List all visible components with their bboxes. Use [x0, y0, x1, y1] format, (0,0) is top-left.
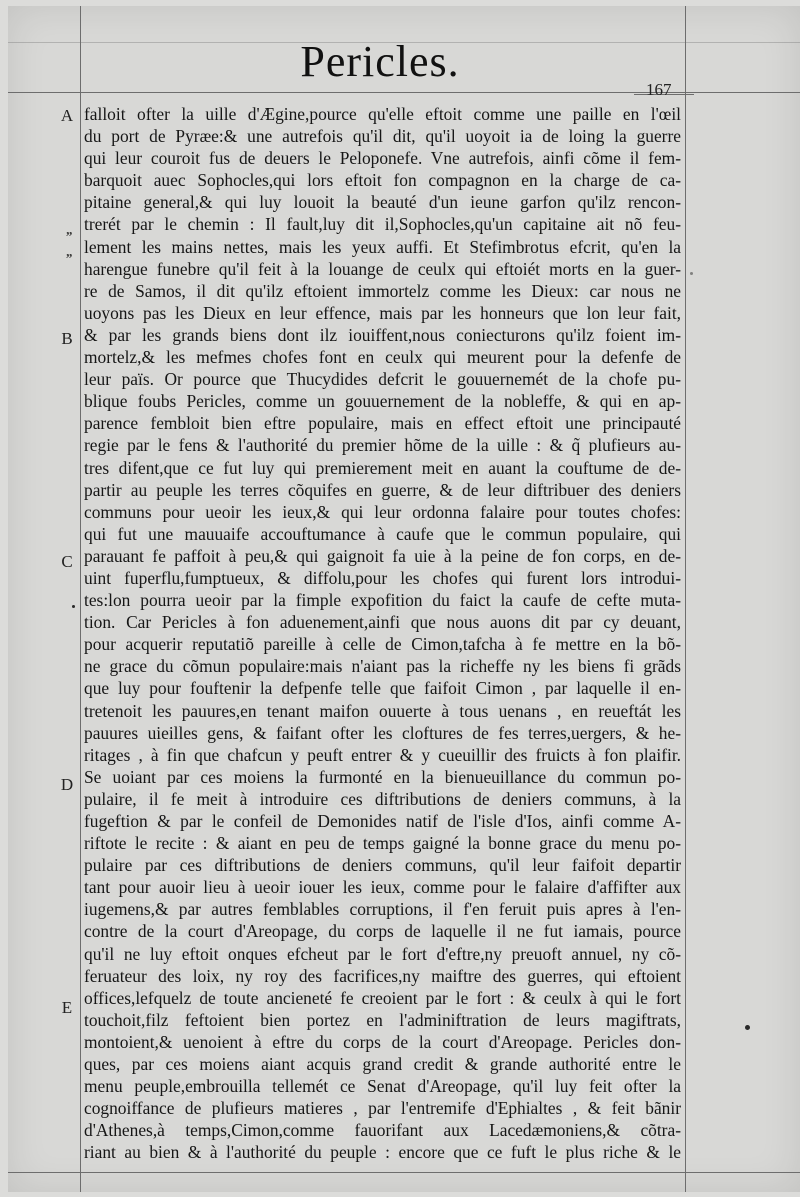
text-line: mortelz,& les mefmes chofes font en ceulx qui meurent pour la defenfe de — [84, 347, 681, 368]
margin-letter-b: B — [61, 329, 73, 348]
text-line: tes:lon pourra ueoir par la fimple expofition du faict la caufe de cefte muta- — [84, 590, 681, 611]
text-line: menu peuple,embrouilla tellemét ce Senat d'Areopage, qu'il luy feit ofter la — [84, 1076, 681, 1097]
text-line: offices,lefquelz de toute ancieneté fe creoient par le fort : & ceulx à qui le fort — [84, 987, 681, 1008]
text-line: regie par le fens & l'authorité du premier hõme de la uille : & q̃ plufieurs au- — [84, 435, 681, 456]
text-line: re de Samos, il dit qu'ilz eftoient immortelz comme les Dieux: car nous ne — [84, 280, 681, 301]
text-line: d'Athenes,à temps,Cimon,comme fauorifant aux Lacedæmoniens,& cõtra- — [84, 1120, 681, 1141]
text-line: qui fut une mauuaife accouftumance à caufe que le commun populaire, qui — [84, 523, 681, 544]
margin-letter-d: D — [60, 775, 74, 794]
text-line: feruateur des loix, ny roy des facrifices,ny maiftre des guerres, qui eftoient — [84, 965, 681, 986]
text-line: parence fembloit bien eftre populaire, mais en effect eftoit une principauté — [84, 413, 681, 434]
text-line: du port de Pyræe:& une autrefois qu'il dit, qu'il uoyoit ia de loing la guerre — [84, 126, 681, 147]
text-line: partir au peuple les terres cõquifes en guerre, & de leur diftribuer des deniers — [84, 479, 681, 500]
running-head: Pericles. — [300, 37, 460, 86]
quote-mark: „ — [66, 222, 73, 237]
text-line: trerét par le chemin : Il fault,luy dit il,Sophocles,qu'un capitaine ait nõ feu- — [84, 214, 681, 235]
ink-speck — [72, 605, 75, 608]
text-line: contre de la court d'Areopage, du corps de laquelle il ne fut iamais, pource — [84, 921, 681, 942]
text-line: qu'il ne luy eftoit onques efcheut par le fort d'eftre,ny preuoft annuel, ny cõ- — [84, 943, 681, 964]
text-line: cognoiffance de plufieurs matieres , par l'entremife d'Ephialtes , & feit bãnir — [84, 1098, 681, 1119]
text-line: pour acquerir reputatiõ pareille à celle de Cimon,tafcha à fe mettre en la bõ- — [84, 634, 681, 655]
page-number: 167 — [646, 80, 672, 99]
text-line: Se uoiant par ces moiens la furmonté en la bienueuillance du commun po- — [84, 766, 681, 787]
text-line: montoient,& uenoient à eftre du corps de la court d'Areopage. Pericles don- — [84, 1031, 681, 1052]
right-column-rule — [685, 6, 686, 1192]
text-line: blique foubs Pericles, comme un gouuernement de la nobleffe, & qui en ap- — [84, 391, 681, 412]
text-line: tres difent,que ce fut luy qui premierement meit en auant la couftume de de- — [84, 457, 681, 478]
text-line: ritages , à fin que chafcun y peuft entrer & y cueuillir des fruicts à fon plaifir. — [84, 744, 681, 765]
text-line: qui leur couroit fus de deuers le Peloponefe. Vne autrefois, ainfi cõme il fem- — [84, 148, 681, 169]
text-line: uint fuperflu,fumptueux, & diffolu,pour les chofes qui furent lors introdui- — [84, 567, 681, 588]
text-line: lement les mains nettes, mais les yeux auffi. Et Stefimbrotus efcrit, qu'en la — [84, 236, 681, 257]
margin-letter-a: A — [60, 106, 74, 125]
text-line: pulaire par ces diftributions de deniers communs, qu'il leur faifoit departir — [84, 855, 681, 876]
text-line: pitaine general,& qui luy louoit la beauté d'un ieune garfon qu'ilz rencon- — [84, 192, 681, 213]
body-text — [84, 103, 681, 1164]
text-line: riant au bien & à l'authorité du peuple : encore que ce fuft le plus riche & le — [84, 1142, 681, 1163]
text-line: pauures uieilles gens, & faifant ofter les cloftures de fes terres,uergers, & he- — [84, 722, 681, 743]
text-line: communs pour ueoir les ieux,& qui leur ordonna falaire pour toutes chofes: — [84, 501, 681, 522]
text-line: pulaire, il fe meit à introduire ces diftributions de deniers communs, à la — [84, 788, 681, 809]
text-line: parauant fe paffoit à peu,& qui gaignoit fa uie à la peine de fon corps, en de- — [84, 545, 681, 566]
text-line: fugeftion & par le confeil de Demonides natif de l'isle d'Ios, ainfi comme A- — [84, 811, 681, 831]
ink-speck — [745, 1025, 750, 1030]
text-line: harengue funebre qu'il feit à la louange de ceulx qui eftoiét morts en la guer- — [84, 258, 681, 279]
quote-mark: „ — [66, 244, 73, 259]
text-line: uoyons pas les Dieux en leur effence, mais par les honneurs que lon leur fait, — [84, 302, 681, 323]
text-line: iugemens,& par autres femblables corruptions, il f'en feruit puis apres à l'en- — [84, 899, 681, 920]
ink-speck — [690, 272, 693, 275]
header-rule — [8, 92, 800, 93]
text-line: leur païs. Or pource que Thucydides defcrit le gouuernemét de la chofe pu- — [84, 369, 681, 390]
margin-letter-c: C — [61, 552, 73, 571]
text-line: tretenoit les pauures,en tenant maifon ouuerte à tous uenans , en reueftát les — [84, 700, 681, 721]
text-line: tant pour auoir lieu à ueoir iouer les ieux, comme pour le falaire d'affifter aux — [84, 877, 681, 898]
left-column-rule — [80, 6, 81, 1192]
footer-rule — [8, 1172, 800, 1173]
text-line: ne grace du cõmun populaire:mais n'aiant pas la richeffe ny les biens fi grãds — [84, 656, 681, 677]
text-line: riftote le recite : & aiant en peu de temps gaigné la bonne grace du menu po- — [84, 833, 681, 854]
text-line: ques, par ces moiens aiant acquis grand credit & grande authorité entre le — [84, 1054, 681, 1075]
margin-letter-e: E — [61, 998, 73, 1017]
text-line: touchoit,filz feftoient bien portez en l'adminiftration de leurs magiftrats, — [84, 1009, 681, 1030]
text-line: falloit ofter la uille d'Ægine,pource qu'elle eftoit comme une paille en l'œil — [84, 104, 681, 124]
text-line: & par les grands biens dont ilz iouiffent,nous coniecturons qu'ilz foient im- — [84, 324, 681, 345]
text-line: tion. Car Pericles à fon aduenement,ainfi que nous auons dit par cy deuant, — [84, 612, 681, 633]
text-line: barquoit auec Sophocles,qui lors eftoit fon compagnon en la charge de ca- — [84, 170, 681, 191]
text-line: que luy pour fouftenir la defpenfe telle que faifoit Cimon , par laquelle il en- — [84, 678, 681, 699]
